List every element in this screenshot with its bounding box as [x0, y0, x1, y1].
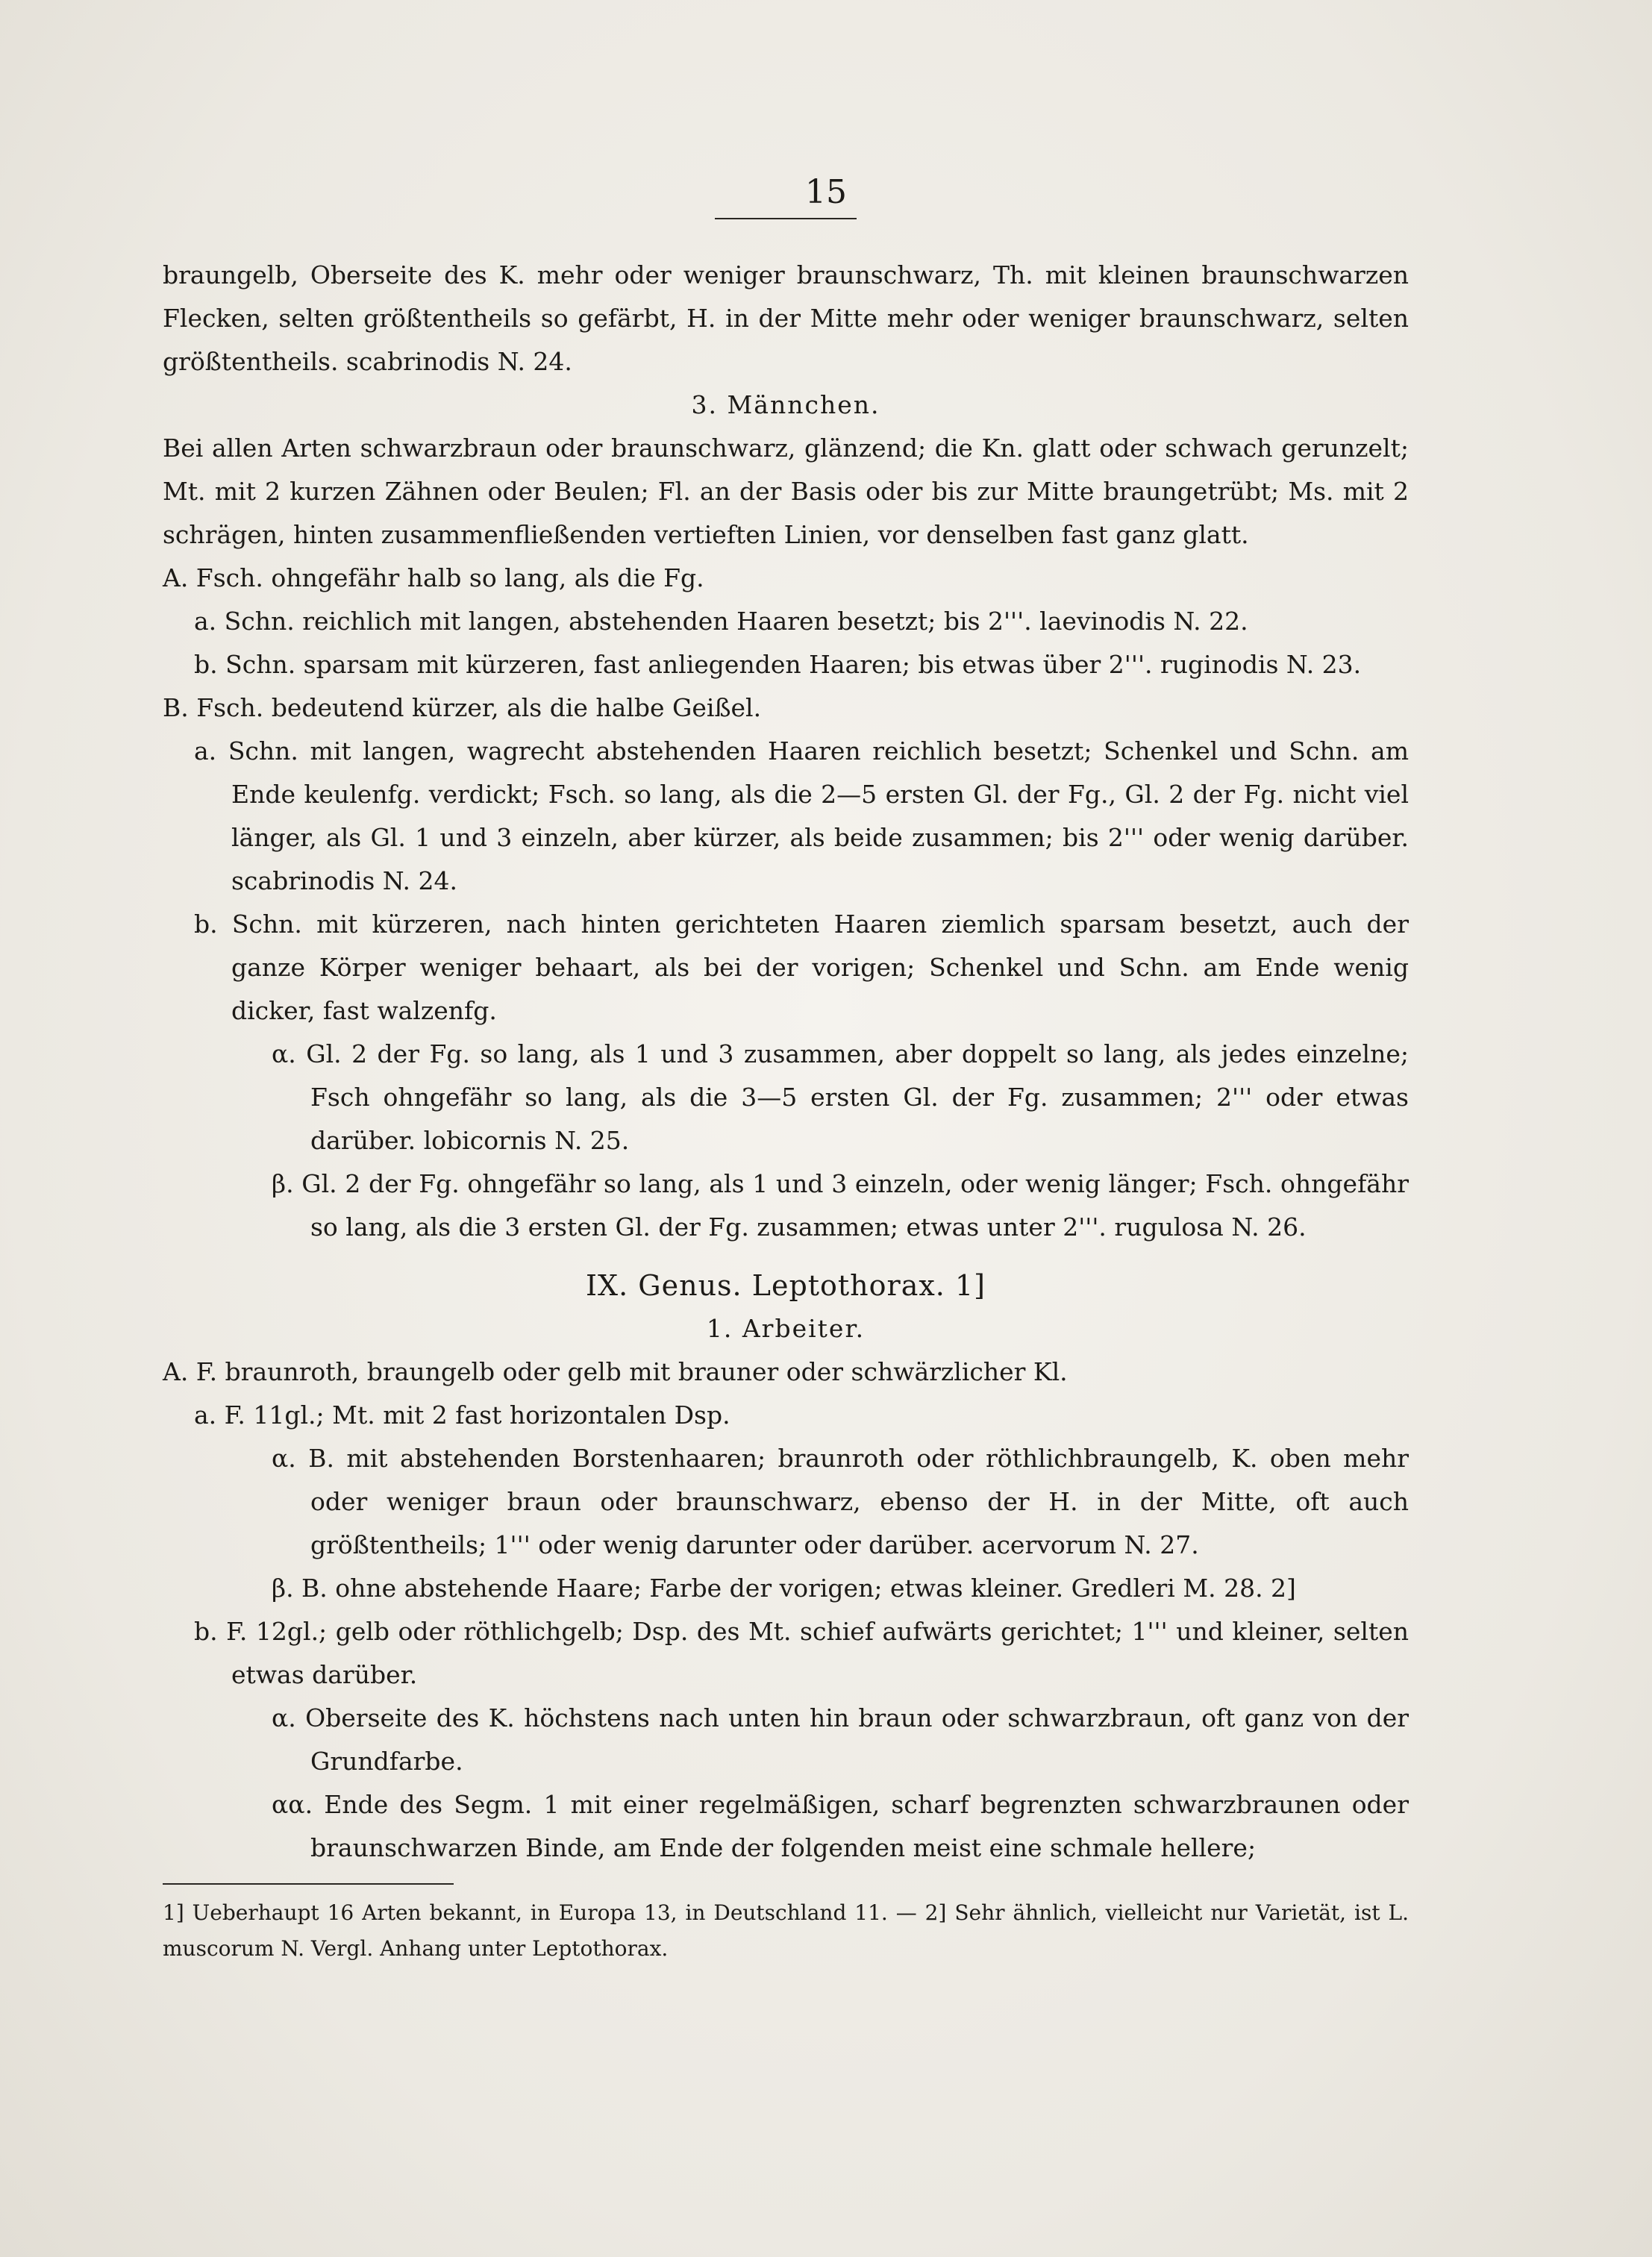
- key-item-A-b: b. Schn. sparsam mit kürzeren, fast anliegenden Haaren; bis etwas über 2'''. ruginodis N. 23.: [194, 650, 1362, 679]
- key-item-A2-a-alpha: α. B. mit abstehenden Borstenhaaren; braunroth oder röthlichbraungelb, K. oben mehr oder weniger braun oder braunschwarz, ebenso der H. in der Mitte, oft auch größtentheils; 1''' oder wenig darunter oder darüber. acervorum N. 27.: [272, 1444, 1409, 1559]
- paragraph-continuation: braungelb, Oberseite des K. mehr oder weniger braunschwarz, Th. mit kleinen braunschwarzen Flecken, selten größtentheils so gefärbt, H. in der Mitte mehr oder weniger braunschwarz, selten größtentheils. scabrinodis N. 24.: [163, 260, 1409, 376]
- key-item-B-b: b. Schn. mit kürzeren, nach hinten gerichteten Haaren ziemlich sparsam besetzt, auch der ganze Körper weniger behaart, als bei der vorigen; Schenkel und Schn. am Ende wenig dicker, fast walzenfg.: [194, 910, 1409, 1025]
- key-item-A-a: a. Schn. reichlich mit langen, abstehenden Haaren besetzt; bis 2'''. laevinodis N. 22.: [194, 607, 1248, 636]
- key-item-A2-a-beta: β. B. ohne abstehende Haare; Farbe der vorigen; etwas kleiner. Gredleri M. 28. 2]: [272, 1574, 1296, 1603]
- key-item-A2-b-alpha-alpha: αα. Ende des Segm. 1 mit einer regelmäßigen, scharf begrenzten schwarzbraunen oder braunschwarzen Binde, am Ende der folgenden meist eine schmale hellere;: [272, 1790, 1409, 1862]
- key-item-B-b-alpha: α. Gl. 2 der Fg. so lang, als 1 und 3 zusammen, aber doppelt so lang, als jedes einzelne; Fsch ohngefähr so lang, als die 3—5 ersten Gl. der Fg. zusammen; 2''' oder etwas darüber. lobicornis N. 25.: [272, 1039, 1409, 1155]
- page-number-rule: [715, 218, 857, 219]
- page-number: 15: [805, 173, 847, 211]
- key-item-A2-b-alpha: α. Oberseite des K. höchstens nach unten hin braun oder schwarzbraun, oft ganz von der Grundfarbe.: [272, 1703, 1409, 1776]
- key-item-A2-b: b. F. 12gl.; gelb oder röthlichgelb; Dsp. des Mt. schief aufwärts gerichtet; 1''' und kleiner, selten etwas darüber.: [194, 1617, 1409, 1689]
- section-heading-arbeiter: 1. Arbeiter.: [706, 1314, 866, 1343]
- key-item-A2: A. F. braunroth, braungelb oder gelb mit brauner oder schwärzlicher Kl.: [163, 1357, 1068, 1386]
- spacer: [163, 1249, 1409, 1264]
- section-heading-maennchen: 3. Männchen.: [691, 390, 880, 419]
- genus-heading: IX. Genus. Leptothorax. 1]: [586, 1269, 986, 1302]
- key-item-B-a: a. Schn. mit langen, wagrecht abstehenden Haaren reichlich besetzt; Schenkel und Schn. am Ende keulenfg. verdickt; Fsch. so lang, als die 2—5 ersten Gl. der Fg., Gl. 2 der Fg. nicht viel länger, als Gl. 1 und 3 einzeln, aber kürzer, als beide zusammen; bis 2''' oder wenig darüber. scabrinodis N. 24.: [194, 736, 1409, 895]
- key-item-A2-a: a. F. 11gl.; Mt. mit 2 fast horizontalen Dsp.: [194, 1400, 730, 1430]
- key-item-B-b-beta: β. Gl. 2 der Fg. ohngefähr so lang, als 1 und 3 einzeln, oder wenig länger; Fsch. ohngefähr so lang, als die 3 ersten Gl. der Fg. zusammen; etwas unter 2'''. rugulosa N. 26.: [272, 1169, 1409, 1242]
- key-item-B: B. Fsch. bedeutend kürzer, als die halbe Geißel.: [163, 693, 762, 722]
- paragraph-maennchen-intro: Bei allen Arten schwarzbraun oder braunschwarz, glänzend; die Kn. glatt oder schwach gerunzelt; Mt. mit 2 kurzen Zähnen oder Beulen; Fl. an der Basis oder bis zur Mitte braungetrübt; Ms. mit 2 schrägen, hinten zusammenfließenden vertieften Linien, vor denselben fast ganz glatt.: [163, 433, 1409, 549]
- key-item-A: A. Fsch. ohngefähr halb so lang, als die Fg.: [163, 563, 704, 592]
- main-text: [163, 254, 1409, 1870]
- footnote: 1] Ueberhaupt 16 Arten bekannt, in Europa 13, in Deutschland 11. — 2] Sehr ähnlich, vielleicht nur Varietät, ist L. muscorum N. Vergl. Anhang unter Leptothorax.: [163, 1900, 1409, 1961]
- footnote-rule: [163, 1883, 454, 1885]
